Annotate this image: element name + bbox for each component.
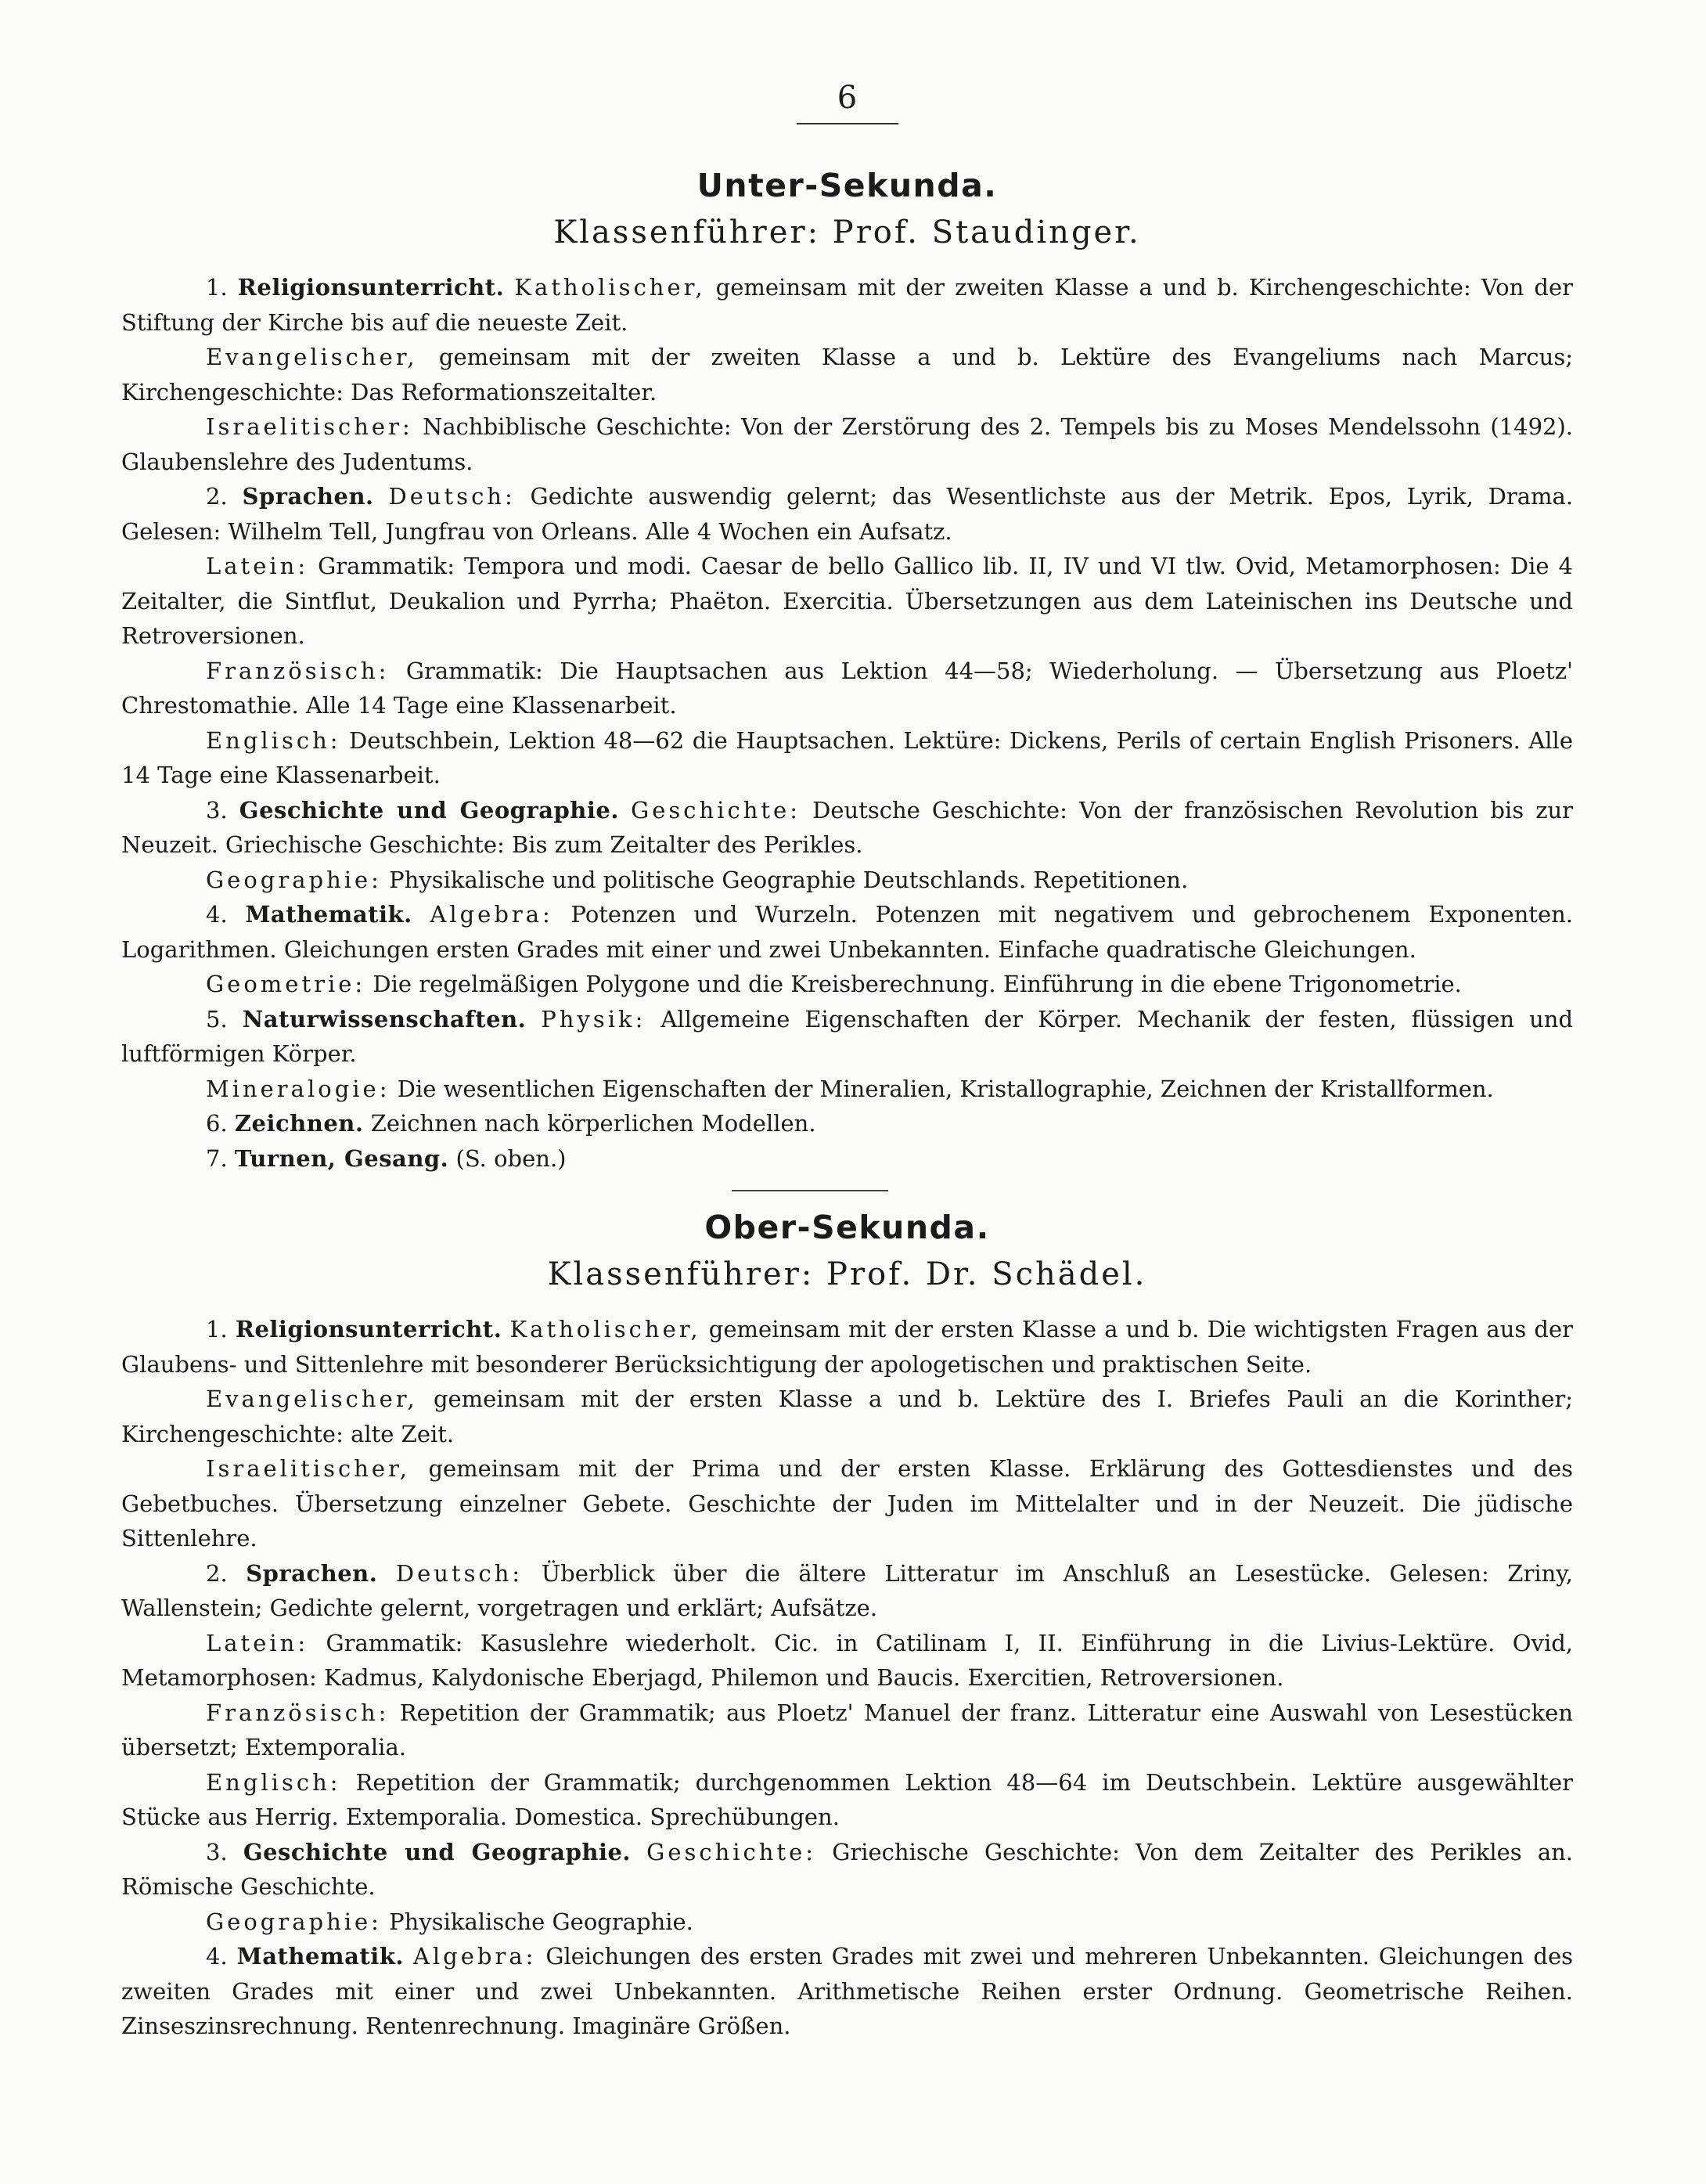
topic-text: Allgemeine Eigenschaften der Körper. Mechanik der festen, flüssigen und luftförmigen Körper.	[121, 1005, 1574, 1067]
curriculum-paragraph	[121, 479, 1573, 549]
subject-heading: Naturwissenschaften.	[242, 1005, 527, 1033]
class-teacher: Klassenführer: Prof. Staudinger.	[553, 214, 1141, 250]
topic-text: Repetition der Grammatik; aus Ploetz' Manuel der franz. Litteratur eine Auswahl von Lesestücken übersetzt; Extemporalia.	[121, 1699, 1573, 1761]
topic-text: (S. oben.)	[455, 1144, 567, 1172]
topic-label: Geschichte:	[631, 796, 801, 824]
curriculum-paragraph	[121, 549, 1573, 654]
topic-text: Überblick über die ältere Litteratur im Anschluß an Lesestücke. Gelesen: Zriny, Wallenstein; Gedichte gelernt, vorgetragen und erklärt; Aufsätze.	[121, 1559, 1574, 1621]
topic-text: gemeinsam mit der zweiten Klasse a und b. Lektüre des Evangeliums nach Marcus; Kirchengeschichte: Das Reformationszeitalter.	[121, 344, 1573, 405]
section-divider	[732, 1190, 888, 1191]
topic-text: Repetition der Grammatik; durchgenommen Lektion 48—64 im Deutschbein. Lektüre ausgewählter Stücke aus Herrig. Extemporalia. Domestica. Sprechübungen.	[121, 1768, 1573, 1830]
topic-text: Grammatik: Die Hauptsachen aus Lektion 44—58; Wiederholung. — Übersetzung aus Ploetz' Chrestomathie. Alle 14 Tage eine Klassenarbeit.	[121, 657, 1573, 719]
curriculum-paragraph	[121, 1312, 1573, 1382]
topic-text: Grammatik: Tempora und modi. Caesar de bello Gallico lib. II, IV und VI tlw. Ovid, Metamorphosen: Die 4 Zeitalter, die Sintflut, Deukalion und Pyrrha; Phaëton. Exercitia. Übersetzungen aus dem Lateinischen ins Deutsche und Retroversionen.	[121, 553, 1573, 649]
topic-label: Katholischer,	[509, 1316, 701, 1342]
curriculum-paragraph	[121, 1626, 1573, 1696]
topic-label: Deutsch:	[395, 1559, 524, 1587]
topic-label: Evangelischer,	[206, 344, 418, 370]
subject-heading: Turnen, Gesang.	[234, 1144, 449, 1172]
item-number: 2.	[206, 1559, 228, 1587]
curriculum-paragraph	[121, 1072, 1573, 1107]
topic-label: Geographie:	[206, 866, 382, 893]
item-number: 3.	[206, 796, 228, 824]
item-number: 1.	[206, 1316, 228, 1342]
section-unter-sekunda	[121, 164, 1573, 1176]
item-number: 6.	[206, 1110, 228, 1137]
item-number: 3.	[206, 1838, 228, 1865]
document-page	[121, 74, 1573, 2044]
curriculum-paragraph	[121, 1451, 1573, 1556]
topic-text: Potenzen und Wurzeln. Potenzen mit negativem und gebrochenem Exponenten. Logarithmen. Gleichungen ersten Grades mit einer und zwei Unbekannten. Einfache quadratische Gleichungen.	[121, 901, 1574, 963]
topic-label: Französisch:	[206, 1699, 390, 1726]
curriculum-paragraph	[121, 1905, 1573, 1940]
topic-label: Evangelischer,	[206, 1386, 418, 1412]
curriculum-paragraph	[121, 863, 1573, 898]
topic-label: Geschichte:	[646, 1838, 817, 1865]
curriculum-paragraph	[121, 1106, 1573, 1141]
curriculum-paragraph	[121, 723, 1573, 793]
curriculum-paragraph	[121, 1141, 1573, 1177]
topic-label: Geometrie:	[206, 971, 366, 997]
topic-text: Deutsche Geschichte: Von der französischen Revolution bis zur Neuzeit. Griechische Geschichte: Bis zum Zeitalter des Perikles.	[121, 796, 1574, 858]
subject-heading: Geschichte und Geographie.	[243, 1838, 632, 1865]
topic-label: Algebra:	[412, 1943, 537, 1970]
topic-text: Die regelmäßigen Polygone und die Kreisberechnung. Einführung in die ebene Trigonometrie.	[365, 971, 1462, 997]
topic-text: Gedichte auswendig gelernt; das Wesentlichste aus der Metrik. Epos, Lyrik, Drama. Gelesen: Wilhelm Tell, Jungfrau von Orleans. Alle 4 Wochen ein Aufsatz.	[121, 483, 1573, 545]
subject-heading: Geschichte und Geographie.	[239, 796, 619, 824]
subject-heading: Sprachen.	[246, 1559, 378, 1587]
topic-text: Grammatik: Kasuslehre wiederholt. Cic. in Catilinam I, II. Einführung in die Livius-Lektüre. Ovid, Metamorphosen: Kadmus, Kalydonische Eberjagd, Philemon und Baucis. Exercitien, Retroversionen.	[121, 1629, 1573, 1691]
item-number: 5.	[206, 1005, 228, 1033]
topic-text: Physikalische und politische Geographie Deutschlands. Repetitionen.	[381, 866, 1189, 893]
topic-text: gemeinsam mit der Prima und der ersten Klasse. Erklärung des Gottesdienstes und des Gebetbuches. Übersetzung einzelner Gebete. Geschichte der Juden im Mittelalter und in der Neuzeit. Die jüdische Sittenlehre.	[121, 1455, 1573, 1552]
topic-text: gemeinsam mit der ersten Klasse a und b. Lektüre des I. Briefes Pauli an die Korinther; Kirchengeschichte: alte Zeit.	[121, 1386, 1573, 1447]
subject-heading: Sprachen.	[242, 483, 374, 510]
curriculum-paragraph	[121, 793, 1573, 863]
curriculum-paragraph	[121, 270, 1573, 340]
subject-heading: Mathematik.	[245, 901, 412, 928]
topic-label: Mineralogie:	[206, 1075, 391, 1102]
curriculum-paragraph	[121, 897, 1573, 967]
topic-text: Zeichnen nach körperlichen Modellen.	[370, 1110, 816, 1137]
subject-heading: Religionsunterricht.	[237, 274, 505, 301]
topic-label: Geographie:	[206, 1908, 382, 1935]
section-title: Ober-Sekunda.	[704, 1209, 990, 1246]
topic-label: Katholischer,	[514, 274, 706, 301]
topic-label: Englisch:	[206, 726, 341, 754]
curriculum-paragraph	[121, 1939, 1573, 2044]
section-ober-sekunda	[121, 1206, 1573, 2044]
topic-text: Griechische Geschichte: Von dem Zeitalter des Perikles an. Römische Geschichte.	[121, 1838, 1574, 1900]
topic-label: Latein:	[206, 553, 309, 579]
topic-label: Latein:	[206, 1629, 309, 1656]
topic-text: Die wesentlichen Eigenschaften der Mineralien, Kristallographie, Zeichnen der Kristallformen.	[390, 1075, 1494, 1102]
topic-label: Physik:	[541, 1005, 646, 1033]
item-number: 1.	[206, 274, 228, 301]
section-title: Unter-Sekunda.	[696, 167, 998, 204]
topic-label: Israelitischer:	[206, 413, 413, 440]
topic-text: Deutschbein, Lektion 48—62 die Hauptsachen. Lektüre: Dickens, Perils of certain English Prisoners. Alle 14 Tage eine Klassenarbeit.	[121, 726, 1573, 788]
curriculum-paragraph	[121, 1002, 1573, 1072]
item-number: 4.	[206, 1943, 228, 1970]
item-number: 2.	[206, 483, 228, 510]
item-number: 4.	[206, 901, 228, 928]
curriculum-paragraph	[121, 1556, 1573, 1626]
topic-label: Israelitischer,	[206, 1455, 410, 1482]
curriculum-paragraph	[121, 1382, 1573, 1451]
topic-text: gemeinsam mit der zweiten Klasse a und b. Kirchengeschichte: Von der Stiftung der Kirche bis auf die neueste Zeit.	[121, 274, 1573, 336]
item-number: 7.	[206, 1144, 228, 1172]
curriculum-paragraph	[121, 967, 1573, 1002]
page-number: 6	[837, 80, 858, 116]
topic-label: Algebra:	[430, 901, 553, 928]
curriculum-paragraph	[121, 654, 1573, 723]
topic-text: Physikalische Geographie.	[381, 1908, 693, 1935]
curriculum-paragraph	[121, 1835, 1573, 1905]
topic-label: Deutsch:	[388, 483, 516, 510]
topic-text: Gleichungen des ersten Grades mit zwei und mehreren Unbekannten. Gleichungen des zweiten Grades mit einer und zwei Unbekannten. Arithmetische Reihen erster Ordnung. Geometrische Reihen. Zinseszinsrechnung. Rentenrechnung. Imaginäre Größen.	[121, 1943, 1574, 2039]
topic-label: Englisch:	[206, 1768, 341, 1796]
curriculum-paragraph	[121, 1696, 1573, 1765]
topic-text: gemeinsam mit der ersten Klasse a und b. Die wichtigsten Fragen aus der Glaubens- und Sittenlehre mit besonderer Berücksichtigung der apologetischen und praktischen Seite.	[121, 1316, 1574, 1378]
header-rule	[797, 123, 898, 124]
topic-text: Nachbiblische Geschichte: Von der Zerstörung des 2. Tempels bis zu Moses Mendelssohn (1492). Glaubenslehre des Judentums.	[121, 413, 1573, 475]
topic-label: Französisch:	[206, 657, 390, 684]
subject-heading: Mathematik.	[236, 1943, 405, 1970]
subject-heading: Religionsunterricht.	[235, 1316, 502, 1342]
curriculum-paragraph	[121, 340, 1573, 409]
curriculum-paragraph	[121, 1765, 1573, 1835]
class-teacher: Klassenführer: Prof. Dr. Schädel.	[547, 1256, 1147, 1292]
subject-heading: Zeichnen.	[234, 1110, 364, 1137]
curriculum-paragraph	[121, 409, 1573, 479]
